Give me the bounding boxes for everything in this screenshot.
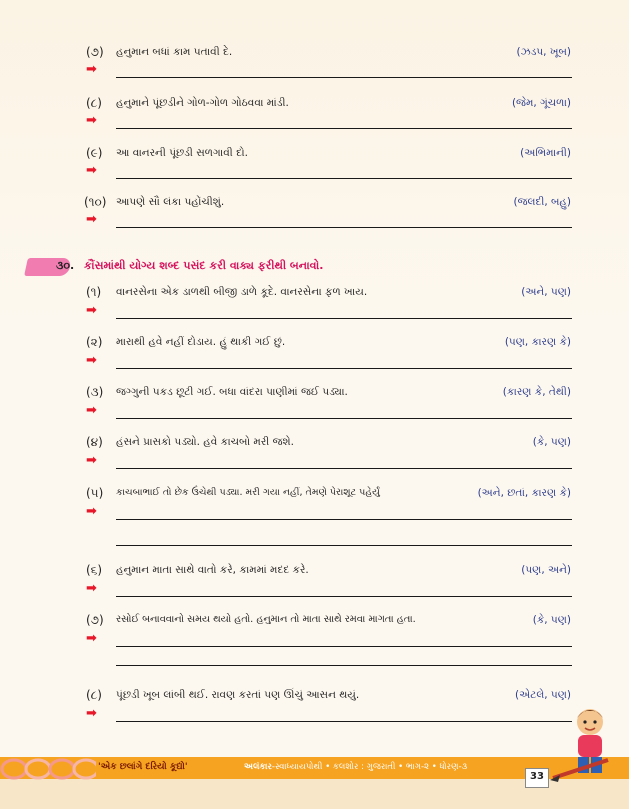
exercise-row	[0, 486, 629, 506]
arrow-right-icon: ➡	[86, 163, 97, 178]
arrow-right-icon: ➡	[86, 706, 97, 721]
exercise-row	[0, 613, 629, 633]
arrow-right-icon: ➡	[86, 212, 97, 227]
decorative-rings-icon	[0, 753, 96, 783]
answer-line[interactable]	[86, 62, 572, 84]
exercise-row	[0, 688, 629, 708]
arrow-right-icon: ➡	[86, 113, 97, 128]
answer-line[interactable]	[86, 212, 572, 234]
row-sentence: આપણે સૌ લંકા પહોંચીશું.	[116, 196, 225, 208]
row-hint: (કે, પણ)	[532, 436, 571, 448]
row-number: (૮)	[86, 96, 102, 110]
footer-book-info	[244, 762, 467, 772]
row-number: (૬)	[86, 563, 103, 577]
row-hint: (કે, પણ)	[532, 614, 571, 626]
row-sentence: મારાથી હવે નહીં દોડાય. હું થાકી ગઈ છું.	[116, 336, 286, 348]
row-number: (૫)	[86, 486, 104, 500]
row-number: (૨)	[86, 335, 103, 349]
exercise-row	[0, 385, 629, 405]
row-number: (૮)	[86, 688, 102, 702]
row-hint: (અને, પણ)	[521, 286, 571, 298]
arrow-right-icon: ➡	[86, 581, 97, 596]
row-sentence: રસોઈ બનાવવાનો સમય થયો હતો. હનુમાન તો માતા સાથે રમવા માગતા હતા.	[116, 614, 416, 625]
row-sentence: આ વાનરની પૂંછડી સળગાવી દો.	[116, 147, 248, 159]
page-number-box	[525, 768, 549, 788]
arrow-right-icon: ➡	[86, 504, 97, 519]
arrow-right-icon: ➡	[86, 453, 97, 468]
answer-line[interactable]	[86, 113, 572, 135]
row-sentence: જગ્ગુની પકડ છૂટી ગઈ. બધા વાંદરા પાણીમાં જઈ પડ્યા.	[116, 386, 348, 398]
row-number: (૯)	[86, 146, 103, 160]
answer-line[interactable]	[86, 453, 572, 475]
answer-line[interactable]	[86, 706, 572, 728]
row-hint: (અને, છતાં, કારણ કે)	[477, 487, 571, 499]
answer-line-extra[interactable]	[116, 665, 572, 666]
arrow-right-icon: ➡	[86, 62, 97, 77]
section-heading	[26, 256, 586, 278]
row-number: (૧૦)	[84, 195, 107, 209]
row-sentence: હંસને પ્રાસકો પડ્યો. હવે કાચબો મરી જશે.	[116, 436, 294, 448]
child-illustration-icon	[548, 700, 618, 790]
row-hint: (જેમ, ગૂંચળા)	[511, 97, 571, 109]
row-number: (૩)	[86, 385, 104, 399]
answer-line[interactable]	[86, 353, 572, 375]
row-sentence: હનુમાને પૂંછડીને ગોળ-ગોળ ગોઠવવા માંડી.	[116, 97, 289, 109]
arrow-right-icon: ➡	[86, 403, 97, 418]
exercise-row	[0, 285, 629, 305]
exercise-row	[0, 335, 629, 355]
footer-brand: અલંકાર	[244, 762, 272, 772]
row-number: (૭)	[86, 613, 104, 627]
footer-chapter-title: 'એક છલાંગે દરિયો કૂદ્યો'	[98, 762, 188, 772]
answer-line[interactable]	[86, 303, 572, 325]
answer-line[interactable]	[86, 504, 572, 526]
row-sentence: કાચબાભાઈ તો છેક ઉંચેથી પડ્યા. મરી ગયા નહીં, તેમણે પેરાશૂટ પહેર્યું	[116, 487, 380, 498]
row-hint: (ઝડપ, ખૂબ)	[516, 46, 571, 58]
row-number: (૭)	[86, 45, 104, 59]
arrow-right-icon: ➡	[86, 631, 97, 646]
page-number: 33	[530, 771, 544, 782]
row-hint: (કારણ કે, તેથી)	[502, 386, 571, 398]
exercise-row	[0, 435, 629, 455]
arrow-right-icon: ➡	[86, 303, 97, 318]
footer-book-details: -સ્વાધ્યાયપોથી • કલશોર : ગુજરાતી • ભાગ-૨ • ધોરણ-૩	[271, 762, 468, 772]
row-sentence: હનુમાન બધાં કામ પતાવી દે.	[116, 46, 233, 58]
arrow-right-icon: ➡	[86, 353, 97, 368]
answer-line-extra[interactable]	[116, 545, 572, 546]
answer-line[interactable]	[86, 631, 572, 653]
row-sentence: હનુમાન માતા સાથે વાતો કરે, કામમાં મદદ કરે.	[116, 564, 309, 576]
section-number: ૩૦.	[56, 259, 75, 272]
row-hint: (એટલે, પણ)	[515, 689, 571, 701]
section-title: કૌંસમાંથી યોગ્ય શબ્દ પસંદ કરી વાક્ય ફરીથી બનાવો.	[84, 259, 324, 272]
row-hint: (પણ, અને)	[521, 564, 571, 576]
row-sentence: વાનરસેના એક ડાળથી બીજી ડાળે કૂદે. વાનરસેના ફળ ખાય.	[116, 286, 368, 298]
answer-line[interactable]	[86, 163, 572, 185]
row-number: (૪)	[86, 435, 103, 449]
answer-line[interactable]	[86, 581, 572, 603]
row-number: (૧)	[86, 285, 102, 299]
row-hint: (અભિમાની)	[520, 147, 571, 159]
exercise-row	[0, 563, 629, 583]
answer-line[interactable]	[86, 403, 572, 425]
row-sentence: પૂંછડી ખૂબ લાંબી થઈ. રાવણ કરતાં પણ ઊંચું આસન થયું.	[116, 689, 360, 701]
row-hint: (પણ, કારણ કે)	[504, 336, 571, 348]
row-hint: (જલદી, બહુ)	[513, 196, 571, 208]
